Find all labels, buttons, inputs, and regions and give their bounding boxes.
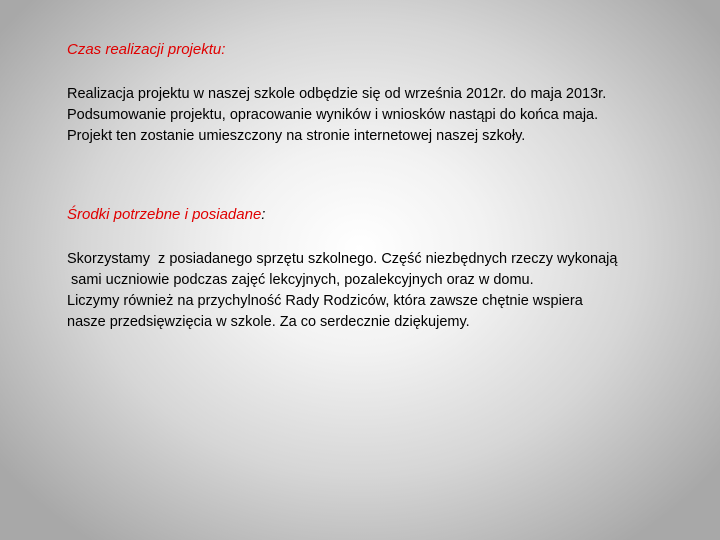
resources-paragraph xyxy=(67,249,707,333)
timeline-line: Realizacja projektu w naszej szkole odbędzie się od września 2012r. do maja 2013r. xyxy=(67,86,607,102)
timeline-line: Podsumowanie projektu, opracowanie wyników i wniosków nastąpi do końca maja. xyxy=(67,107,599,123)
resources-line: Liczymy również na przychylność Rady Rodziców, która zawsze chętnie wspiera xyxy=(67,293,583,309)
resources-line: Skorzystamy z posiadanego sprzętu szkolnego. Część niezbędnych rzeczy wykonają xyxy=(67,251,618,267)
resources-line: sami uczniowie podczas zajęć lekcyjnych, pozalekcyjnych oraz w domu. xyxy=(67,272,534,288)
resources-heading-text: Środki potrzebne i posiadane xyxy=(67,206,262,223)
timeline-heading xyxy=(67,40,225,60)
resources-heading xyxy=(67,205,265,225)
timeline-paragraph xyxy=(67,84,707,147)
timeline-heading-text: Czas realizacji projektu: xyxy=(67,41,226,58)
resources-line: nasze przedsięwzięcia w szkole. Za co serdecznie dziękujemy. xyxy=(67,314,470,330)
resources-heading-colon: : xyxy=(261,206,266,223)
timeline-line: Projekt ten zostanie umieszczony na stronie internetowej naszej szkoły. xyxy=(67,128,526,144)
